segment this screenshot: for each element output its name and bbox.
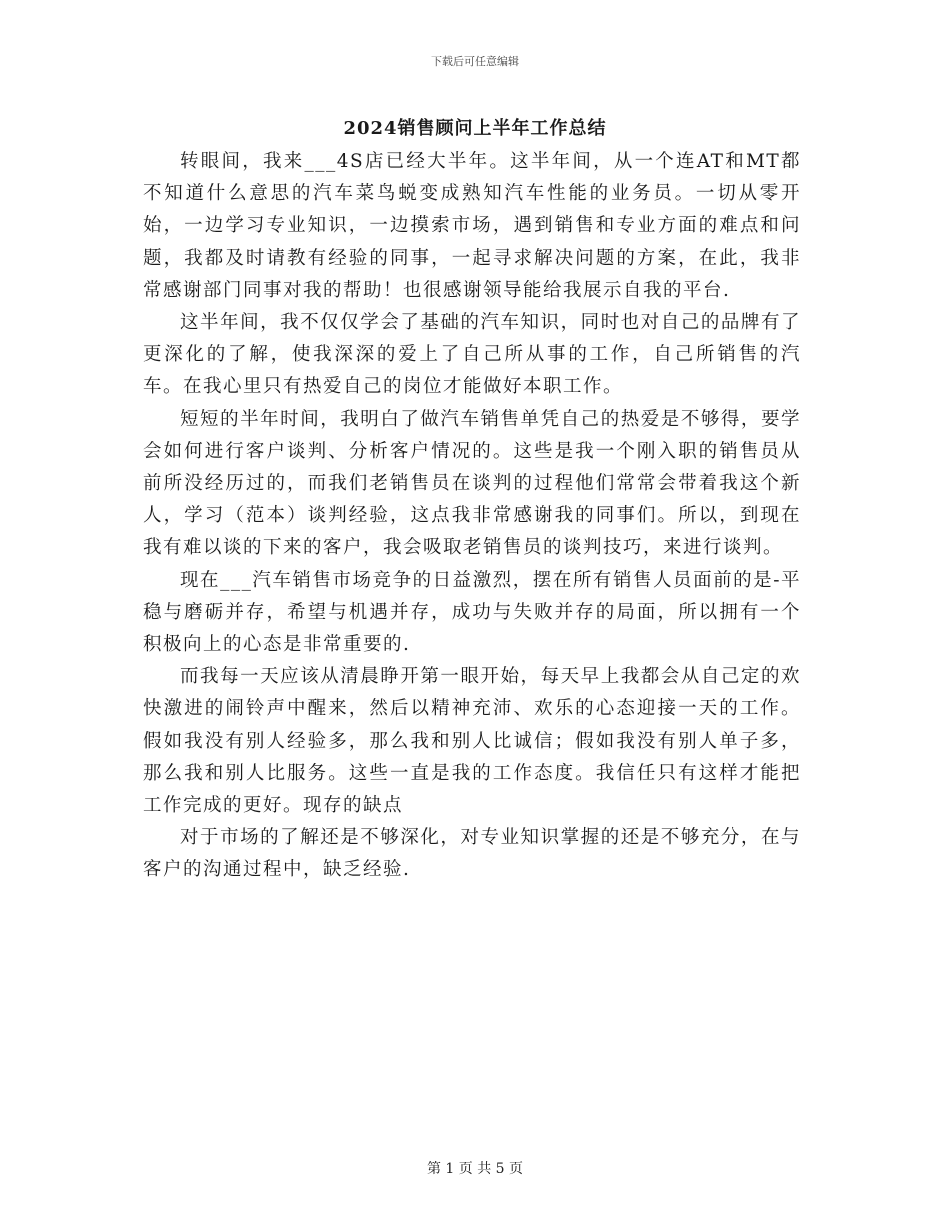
paragraph-3: 短短的半年时间，我明白了做汽车销售单凭自己的热爱是不够得，要学会如何进行客户谈判、分析客户情况的。这些是我一个刚入职的销售员从前所没经历过的，而我们老销售员在谈判的过程他们常常会带着我这个新人，学习（范本）谈判经验，这点我非常感谢我的同事们。所以，到现在我有难以谈的下来的客户，我会吸取老销售员的谈判技巧，来进行谈判。 <box>143 408 801 559</box>
document-title: 2024销售顾问上半年工作总结 <box>343 118 607 139</box>
document-body <box>143 146 801 887</box>
paragraph-4: 现在___汽车销售市场竞争的日益激烈，摆在所有销售人员面前的是-平稳与磨砺并存，希望与机遇并存，成功与失败并存的局面，所以拥有一个积极向上的心态是非常重要的. <box>143 569 801 656</box>
page-header-note: 下载后可任意编辑 <box>431 55 519 68</box>
paragraph-1: 转眼间，我来___4S店已经大半年。这半年间，从一个连AT和MT都不知道什么意思的汽车菜鸟蜕变成熟知汽车性能的业务员。一切从零开始，一边学习专业知识，一边摸索市场，遇到销售和专业方面的难点和问题，我都及时请教有经验的同事，一起寻求解决问题的方案，在此，我非常感谢部门同事对我的帮助！也很感谢领导能给我展示自我的平台. <box>143 151 801 301</box>
paragraph-2: 这半年间，我不仅仅学会了基础的汽车知识，同时也对自己的品牌有了更深化的了解，使我深深的爱上了自己所从事的工作，自己所销售的汽车。在我心里只有热爱自己的岗位才能做好本职工作。 <box>143 312 801 398</box>
paragraph-5: 而我每一天应该从清晨睁开第一眼开始，每天早上我都会从自己定的欢快激进的闹铃声中醒来，然后以精神充沛、欢乐的心态迎接一天的工作。假如我没有别人经验多，那么我和别人比诚信；假如我没有别人单子多，那么我和别人比服务。这些一直是我的工作态度。我信任只有这样才能把工作完成的更好。现存的缺点 <box>143 666 801 817</box>
page-number: 第 1 页 共 5 页 <box>426 1161 524 1177</box>
paragraph-6: 对于市场的了解还是不够深化，对专业知识掌握的还是不够充分，在与客户的沟通过程中，缺乏经验. <box>143 827 801 881</box>
